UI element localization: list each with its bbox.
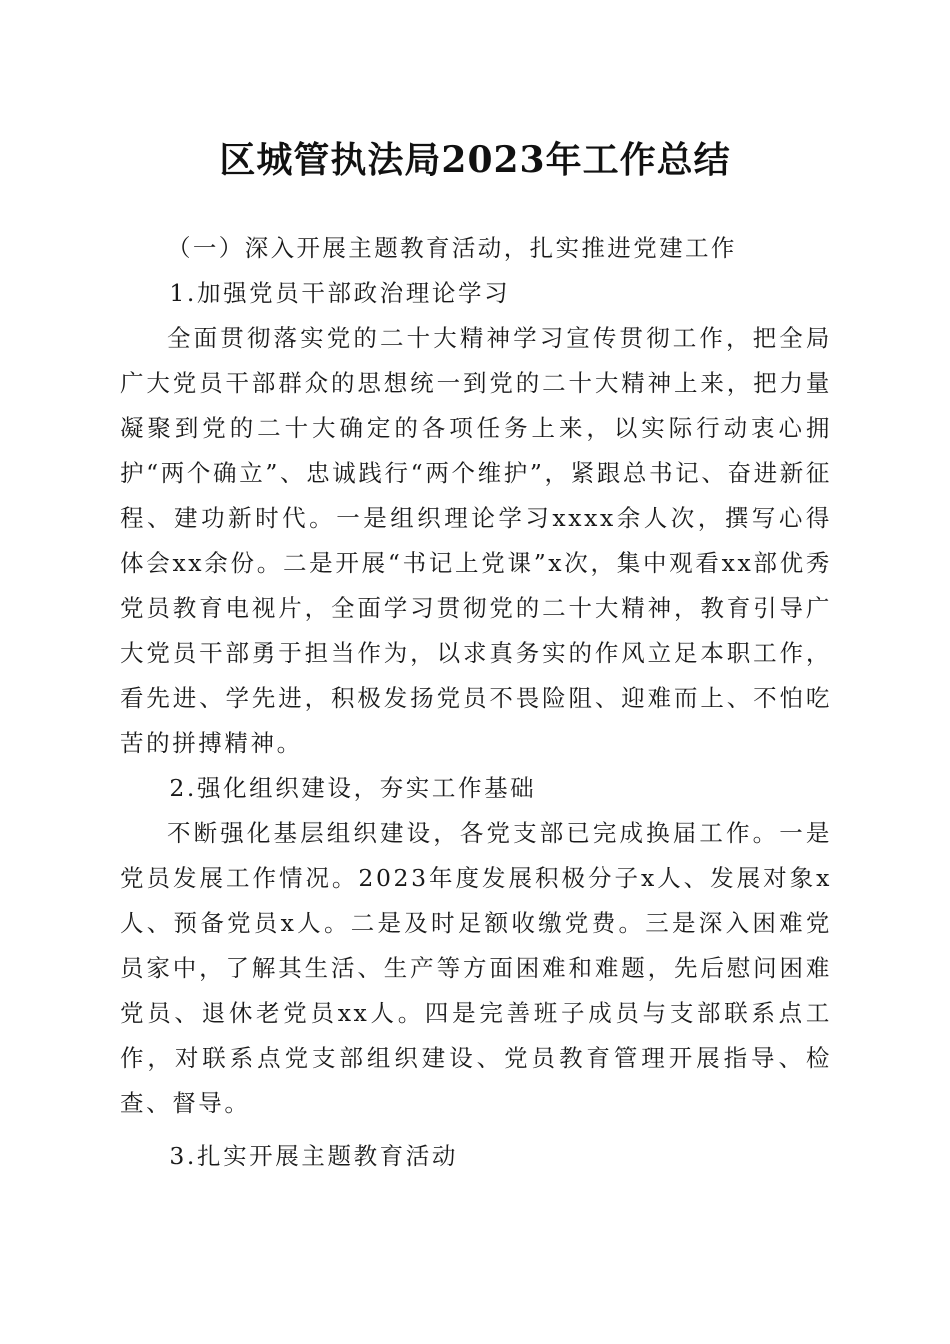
subsection-heading-1: 1.加强党员干部政治理论学习 xyxy=(169,279,511,307)
document-title: 区城管执法局2023年工作总结 xyxy=(219,139,731,181)
paragraph-2: 不断强化基层组织建设，各党支部已完成换届工作。一是党员发展工作情况。2023年度发展积极分子x人、发展对象x人、预备党员x人。二是及时足额收缴党费。三是深入困难党员家中，了解其生活、生产等方面困难和难题，先后慰问困难党员、退休老党员xx人。四是完善班子成员与支部联系点工作，对联系点党支部组织建设、党员教育管理开展指导、检查、督导。 xyxy=(120,819,832,1117)
subsection-heading-3: 3.扎实开展主题教育活动 xyxy=(169,1142,458,1170)
document-body xyxy=(120,226,832,1179)
paragraph-1: 全面贯彻落实党的二十大精神学习宣传贯彻工作，把全局广大党员干部群众的思想统一到党的二十大精神上来，把力量凝聚到党的二十大确定的各项任务上来，以实际行动衷心拥护“两个确立”、忠诚践行“两个维护”，紧跟总书记、奋进新征程、建功新时代。一是组织理论学习xxxx余人次，撰写心得体会xx余份。二是开展“书记上党课”x次，集中观看xx部优秀党员教育电视片，全面学习贯彻党的二十大精神，教育引导广大党员干部勇于担当作为，以求真务实的作风立足本职工作，看先进、学先进，积极发扬党员不畏险阻、迎难而上、不怕吃苦的拼搏精神。 xyxy=(120,324,832,757)
subsection-heading-2: 2.强化组织建设，夯实工作基础 xyxy=(169,774,537,802)
section-heading: （一）深入开展主题教育活动，扎实推进党建工作 xyxy=(167,234,737,262)
